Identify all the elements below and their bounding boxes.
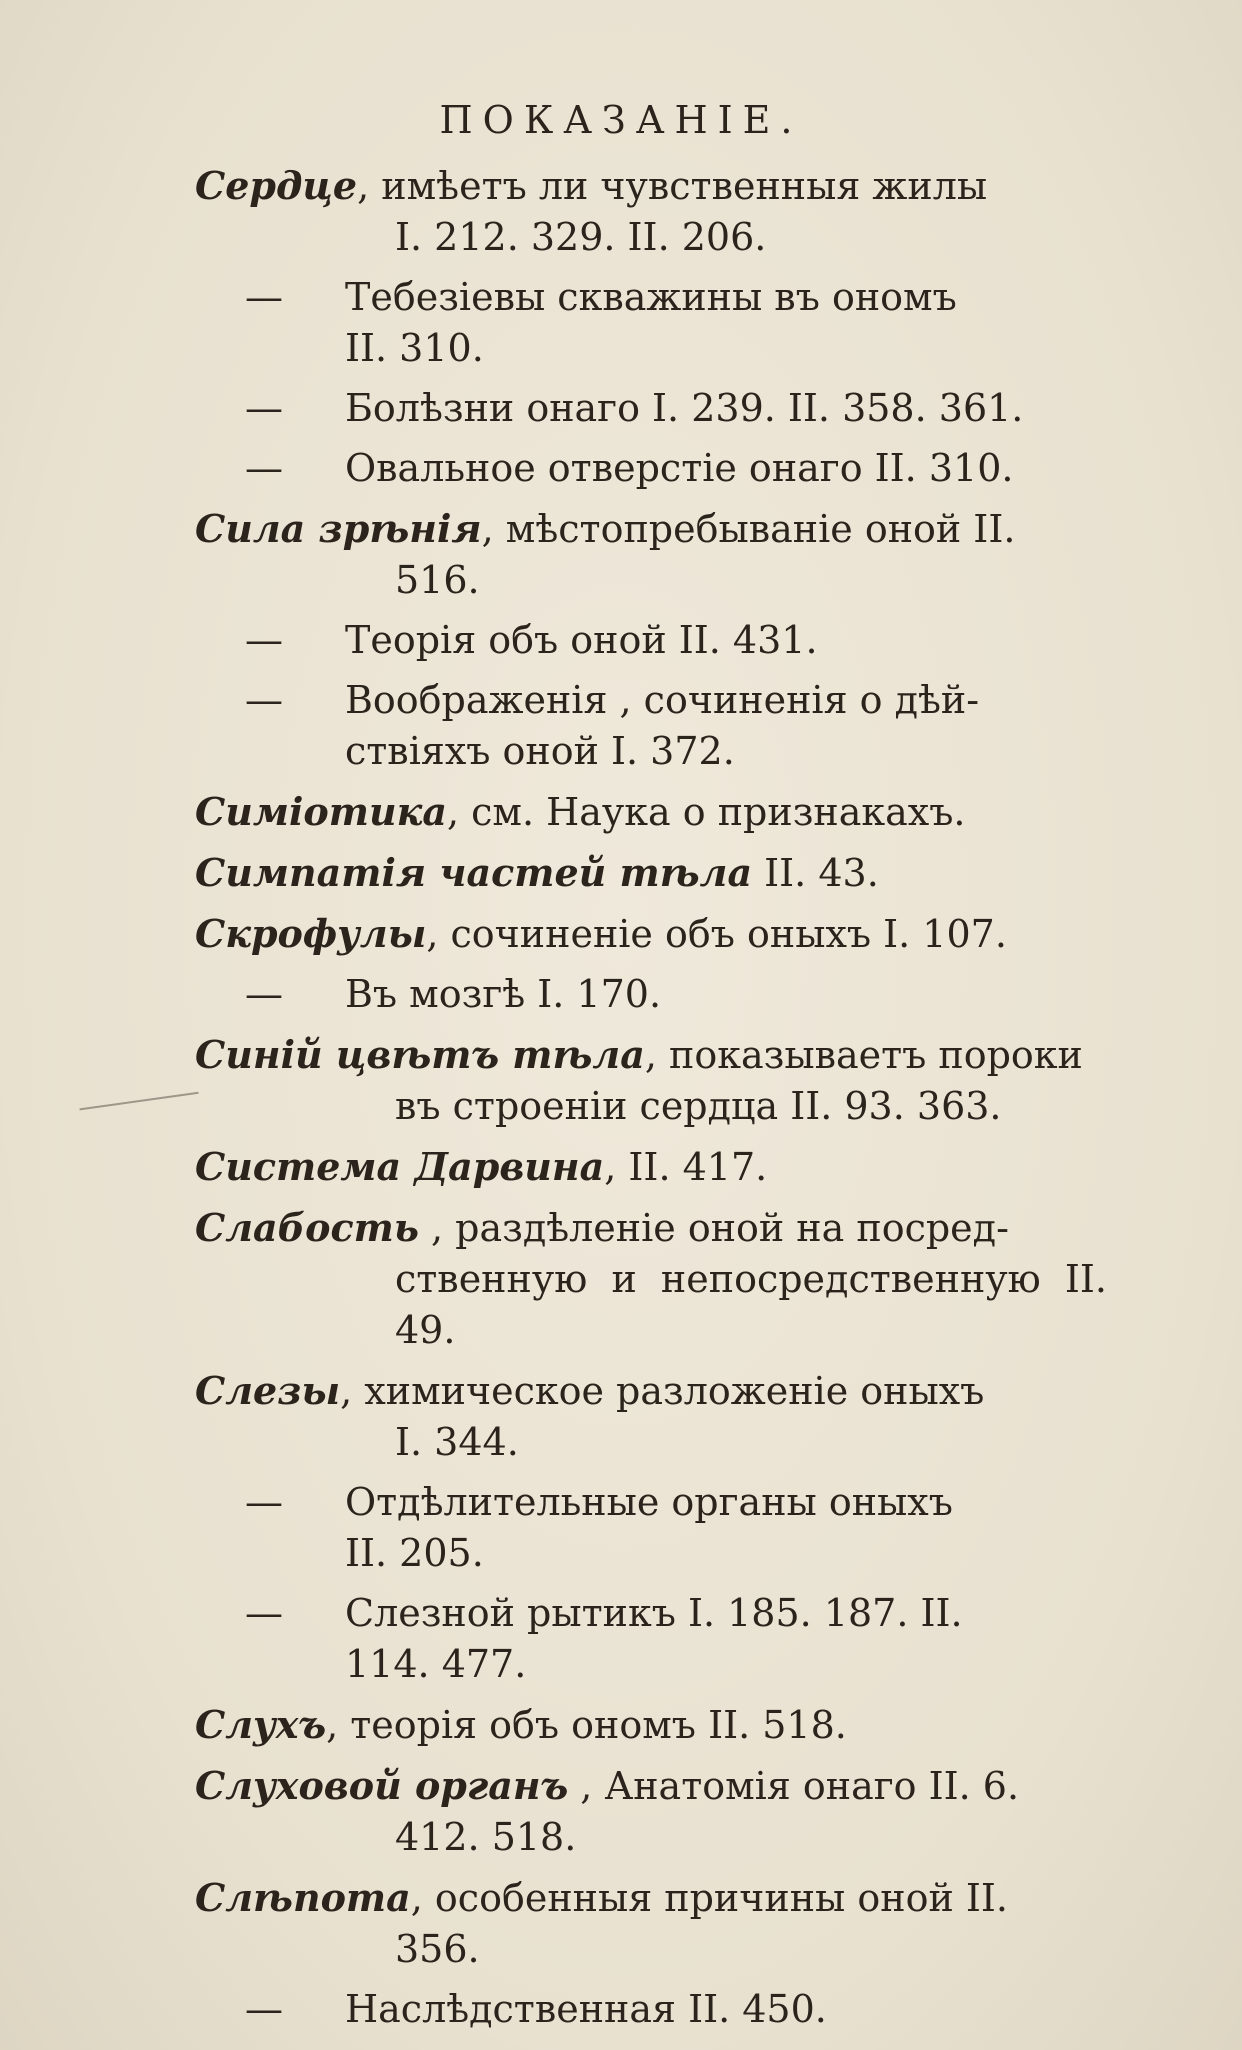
entry-continuation: въ строеніи сердца II. 93. 363.: [395, 1084, 1002, 1128]
entry-text: Овальное отверстіе онаго II. 310.: [345, 446, 1014, 490]
index-subentry: [195, 383, 1107, 434]
entry-term: Сердце: [195, 163, 358, 208]
entry-continuation: 114. 477.: [345, 1642, 527, 1686]
index-subentry: [195, 1477, 1107, 1579]
entry-dash: —: [245, 972, 283, 1016]
ink-stroke: [79, 1092, 200, 1125]
index-subentry: [195, 1588, 1107, 1690]
entry-text: Въ мозгѣ I. 170.: [345, 972, 662, 1016]
index-entry: [195, 503, 1107, 606]
entry-text: II. 43.: [752, 851, 879, 895]
entry-term: Слухъ: [195, 1702, 327, 1747]
entry-term: Слабость: [195, 1205, 419, 1250]
entry-line: [195, 1029, 1107, 1081]
entry-text: Слезной рытикъ I. 185. 187. II.: [345, 1591, 963, 1635]
entry-continuation: 356.: [395, 1927, 480, 1971]
entry-line: [195, 1699, 1107, 1751]
entry-line: [195, 786, 1107, 838]
entry-text: , имѣетъ ли чувственныя жилы: [357, 164, 988, 208]
index-entry: [195, 1699, 1107, 1751]
index-subentry: [195, 272, 1107, 374]
entry-line: [245, 1588, 1107, 1639]
entry-text: Теорія объ оной II. 431.: [345, 618, 818, 662]
page-heading: ПОКАЗАНІЕ.: [439, 98, 803, 142]
entry-dash: —: [245, 446, 283, 490]
entry-continuation: I. 344.: [395, 1420, 519, 1464]
entry-continuation: II. 310.: [345, 326, 484, 370]
entry-text: , сочиненіе объ оныхъ I. 107.: [426, 912, 1007, 956]
entry-text: , показываетъ пороки: [644, 1033, 1083, 1077]
entry-text: , см. Наука о признакахъ.: [446, 790, 966, 834]
entry-dash: —: [245, 275, 283, 319]
entry-line: [195, 847, 1107, 899]
entry-line: [245, 383, 1107, 434]
index-entries: [195, 160, 1107, 2044]
entry-line: [245, 443, 1107, 494]
entry-line: [245, 272, 1107, 323]
index-subentry: [195, 615, 1107, 666]
entry-term: Синій цвѣтъ тѣла: [195, 1032, 645, 1077]
entry-line: [245, 969, 1107, 1020]
index-entry: [195, 1872, 1107, 1975]
entry-line: [195, 1872, 1107, 1924]
entry-text: , теорія объ ономъ II. 518.: [326, 1703, 847, 1747]
entry-line: [195, 1760, 1107, 1812]
index-entry: [195, 1141, 1107, 1193]
index-entry: [195, 908, 1107, 960]
index-entry: [195, 160, 1107, 263]
entry-dash: —: [245, 386, 283, 430]
entry-line: [245, 1477, 1107, 1528]
entry-term: Система Дарвина: [195, 1144, 605, 1189]
entry-text: , особенныя причины оной II.: [410, 1876, 1008, 1920]
entry-continuation: 412. 518.: [395, 1815, 577, 1859]
entry-continuation: ственную и непосредственную II. 49.: [395, 1257, 1107, 1352]
entry-text: Тебезіевы скважины въ ономъ: [345, 275, 957, 319]
entry-text: Отдѣлительные органы оныхъ: [345, 1480, 953, 1524]
index-subentry: [195, 443, 1107, 494]
entry-term: Симіотика: [195, 789, 447, 834]
entry-dash: —: [245, 678, 283, 722]
entry-text: , II. 417.: [604, 1145, 768, 1189]
entry-line: [195, 908, 1107, 960]
index-entry: [195, 847, 1107, 899]
entry-line: [195, 1202, 1107, 1254]
entry-term: Сила зрѣнія: [195, 506, 482, 551]
index-subentry: [195, 969, 1107, 1020]
entry-dash: —: [245, 1987, 283, 2031]
entry-line: [195, 1141, 1107, 1193]
entry-continuation: 516.: [395, 558, 480, 602]
entry-line: [245, 675, 1107, 726]
entry-term: Слѣпота: [195, 1875, 411, 1920]
entry-line: [195, 1365, 1107, 1417]
index-subentry: [195, 675, 1107, 777]
entry-text: Наслѣдственная II. 450.: [345, 1987, 827, 2031]
entry-term: Слуховой органъ: [195, 1763, 569, 1808]
entry-line: [195, 503, 1107, 555]
entry-text: Воображенія , сочиненія о дѣй-: [345, 678, 980, 722]
index-entry: [195, 1029, 1107, 1132]
entry-dash: —: [245, 1591, 283, 1635]
entry-dash: —: [245, 618, 283, 662]
entry-continuation: ствіяхъ оной I. 372.: [345, 729, 735, 773]
index-entry: [195, 1365, 1107, 1468]
entry-line: [245, 615, 1107, 666]
entry-dash: —: [245, 1480, 283, 1524]
entry-continuation: I. 212. 329. II. 206.: [395, 215, 767, 259]
entry-text: , мѣстопребываніе оной II.: [481, 507, 1016, 551]
entry-line: [245, 1984, 1107, 2035]
index-entry: [195, 1760, 1107, 1863]
entry-term: Скрофулы: [195, 911, 427, 956]
entry-text: , раздѣленіе оной на посред-: [418, 1206, 1009, 1250]
index-entry: [195, 786, 1107, 838]
entry-term: Симпатія частей тѣла: [195, 850, 753, 895]
entry-text: Болѣзни онаго I. 239. II. 358. 361.: [345, 386, 1024, 430]
entry-text: , химическое разложеніе оныхъ: [340, 1369, 985, 1413]
index-subentry: [195, 1984, 1107, 2035]
index-entry: [195, 1202, 1107, 1356]
entry-line: [195, 160, 1107, 212]
entry-text: , Анатомія онаго II. 6.: [568, 1764, 1020, 1808]
entry-term: Слезы: [195, 1368, 341, 1413]
entry-continuation: II. 205.: [345, 1531, 484, 1575]
